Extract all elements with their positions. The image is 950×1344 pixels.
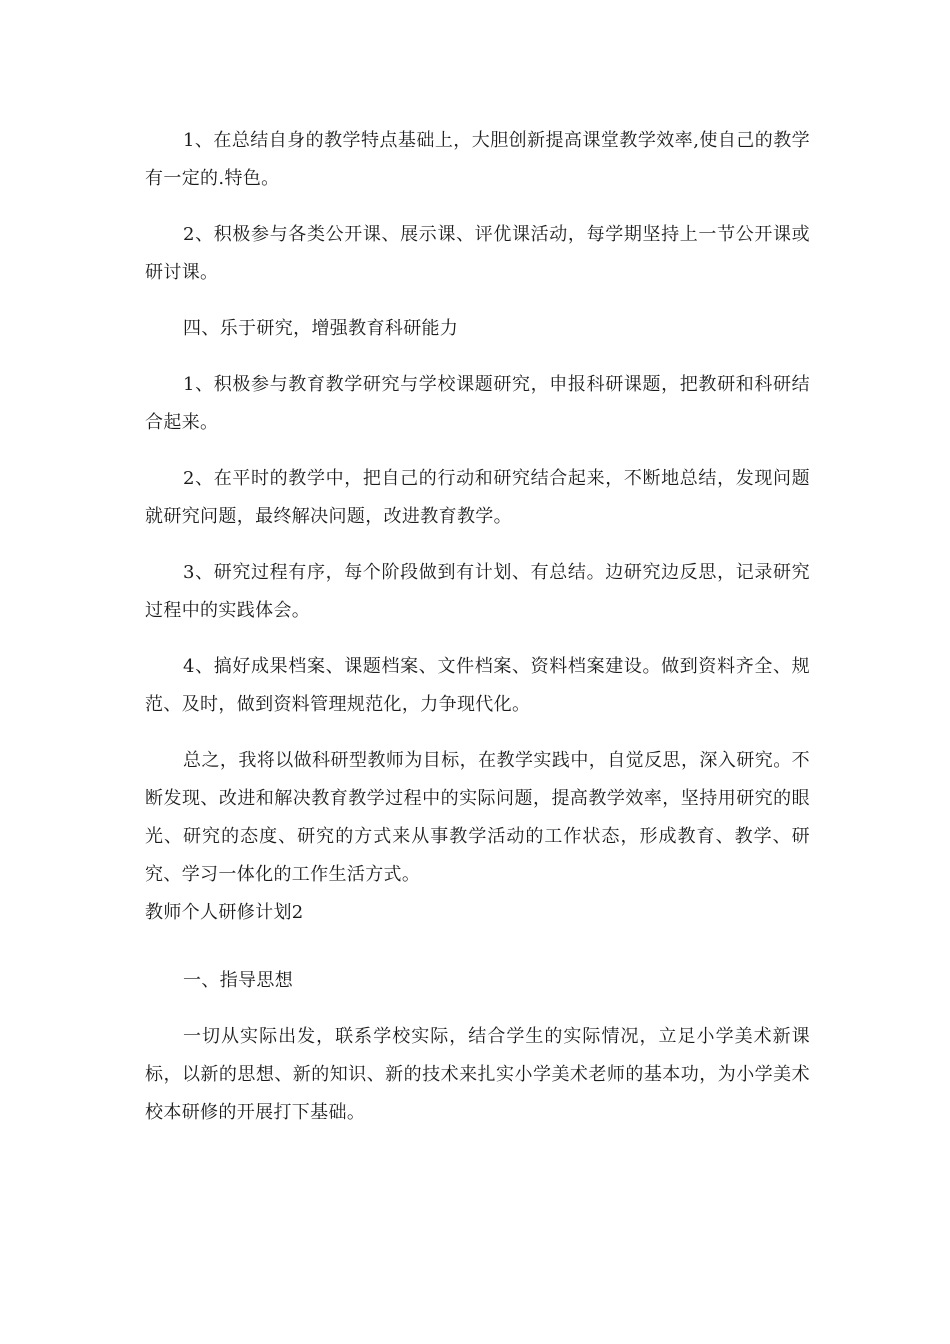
paragraph-action-research: 2、在平时的教学中，把自己的行动和研究结合起来，不断地总结，发现问题就研究问题，最终解决问题，改进教育教学。 [145, 468, 810, 527]
paragraph-innovate-teaching: 1、在总结自身的教学特点基础上，大胆创新提高课堂教学效率,使自己的教学有一定的.特色。 [145, 130, 810, 189]
heading-guiding-ideology: 一、指导思想 [183, 970, 294, 991]
section-title: 教师个人研修计划2 [145, 902, 304, 923]
paragraph-guiding-ideology: 一切从实际出发，联系学校实际，结合学生的实际情况，立足小学美术新课标，以新的思想、新的知识、新的技术来扎实小学美术老师的基本功，为小学美术校本研修的开展打下基础。 [145, 1026, 810, 1123]
heading-research-ability: 四、乐于研究，增强教育科研能力 [183, 318, 459, 339]
paragraph-research-projects: 1、积极参与教育教学研究与学校课题研究，申报科研课题，把教研和科研结合起来。 [145, 374, 810, 433]
paragraph-open-classes: 2、积极参与各类公开课、展示课、评优课活动，每学期坚持上一节公开课或研讨课。 [145, 224, 810, 283]
paragraph-archives: 4、搞好成果档案、课题档案、文件档案、资料档案建设。做到资料齐全、规范、及时，做到资料管理规范化，力争现代化。 [145, 656, 810, 715]
paragraph-research-process: 3、研究过程有序，每个阶段做到有计划、有总结。边研究边反思，记录研究过程中的实践体会。 [145, 562, 810, 621]
document-body [145, 122, 810, 1132]
paragraph-conclusion: 总之，我将以做科研型教师为目标，在教学实践中，自觉反思，深入研究。不断发现、改进和解决教育教学过程中的实际问题，提高教学效率，坚持用研究的眼光、研究的态度、研究的方式来从事教学活动的工作状态，形成教育、教学、研究、学习一体化的工作生活方式。 [145, 750, 810, 885]
